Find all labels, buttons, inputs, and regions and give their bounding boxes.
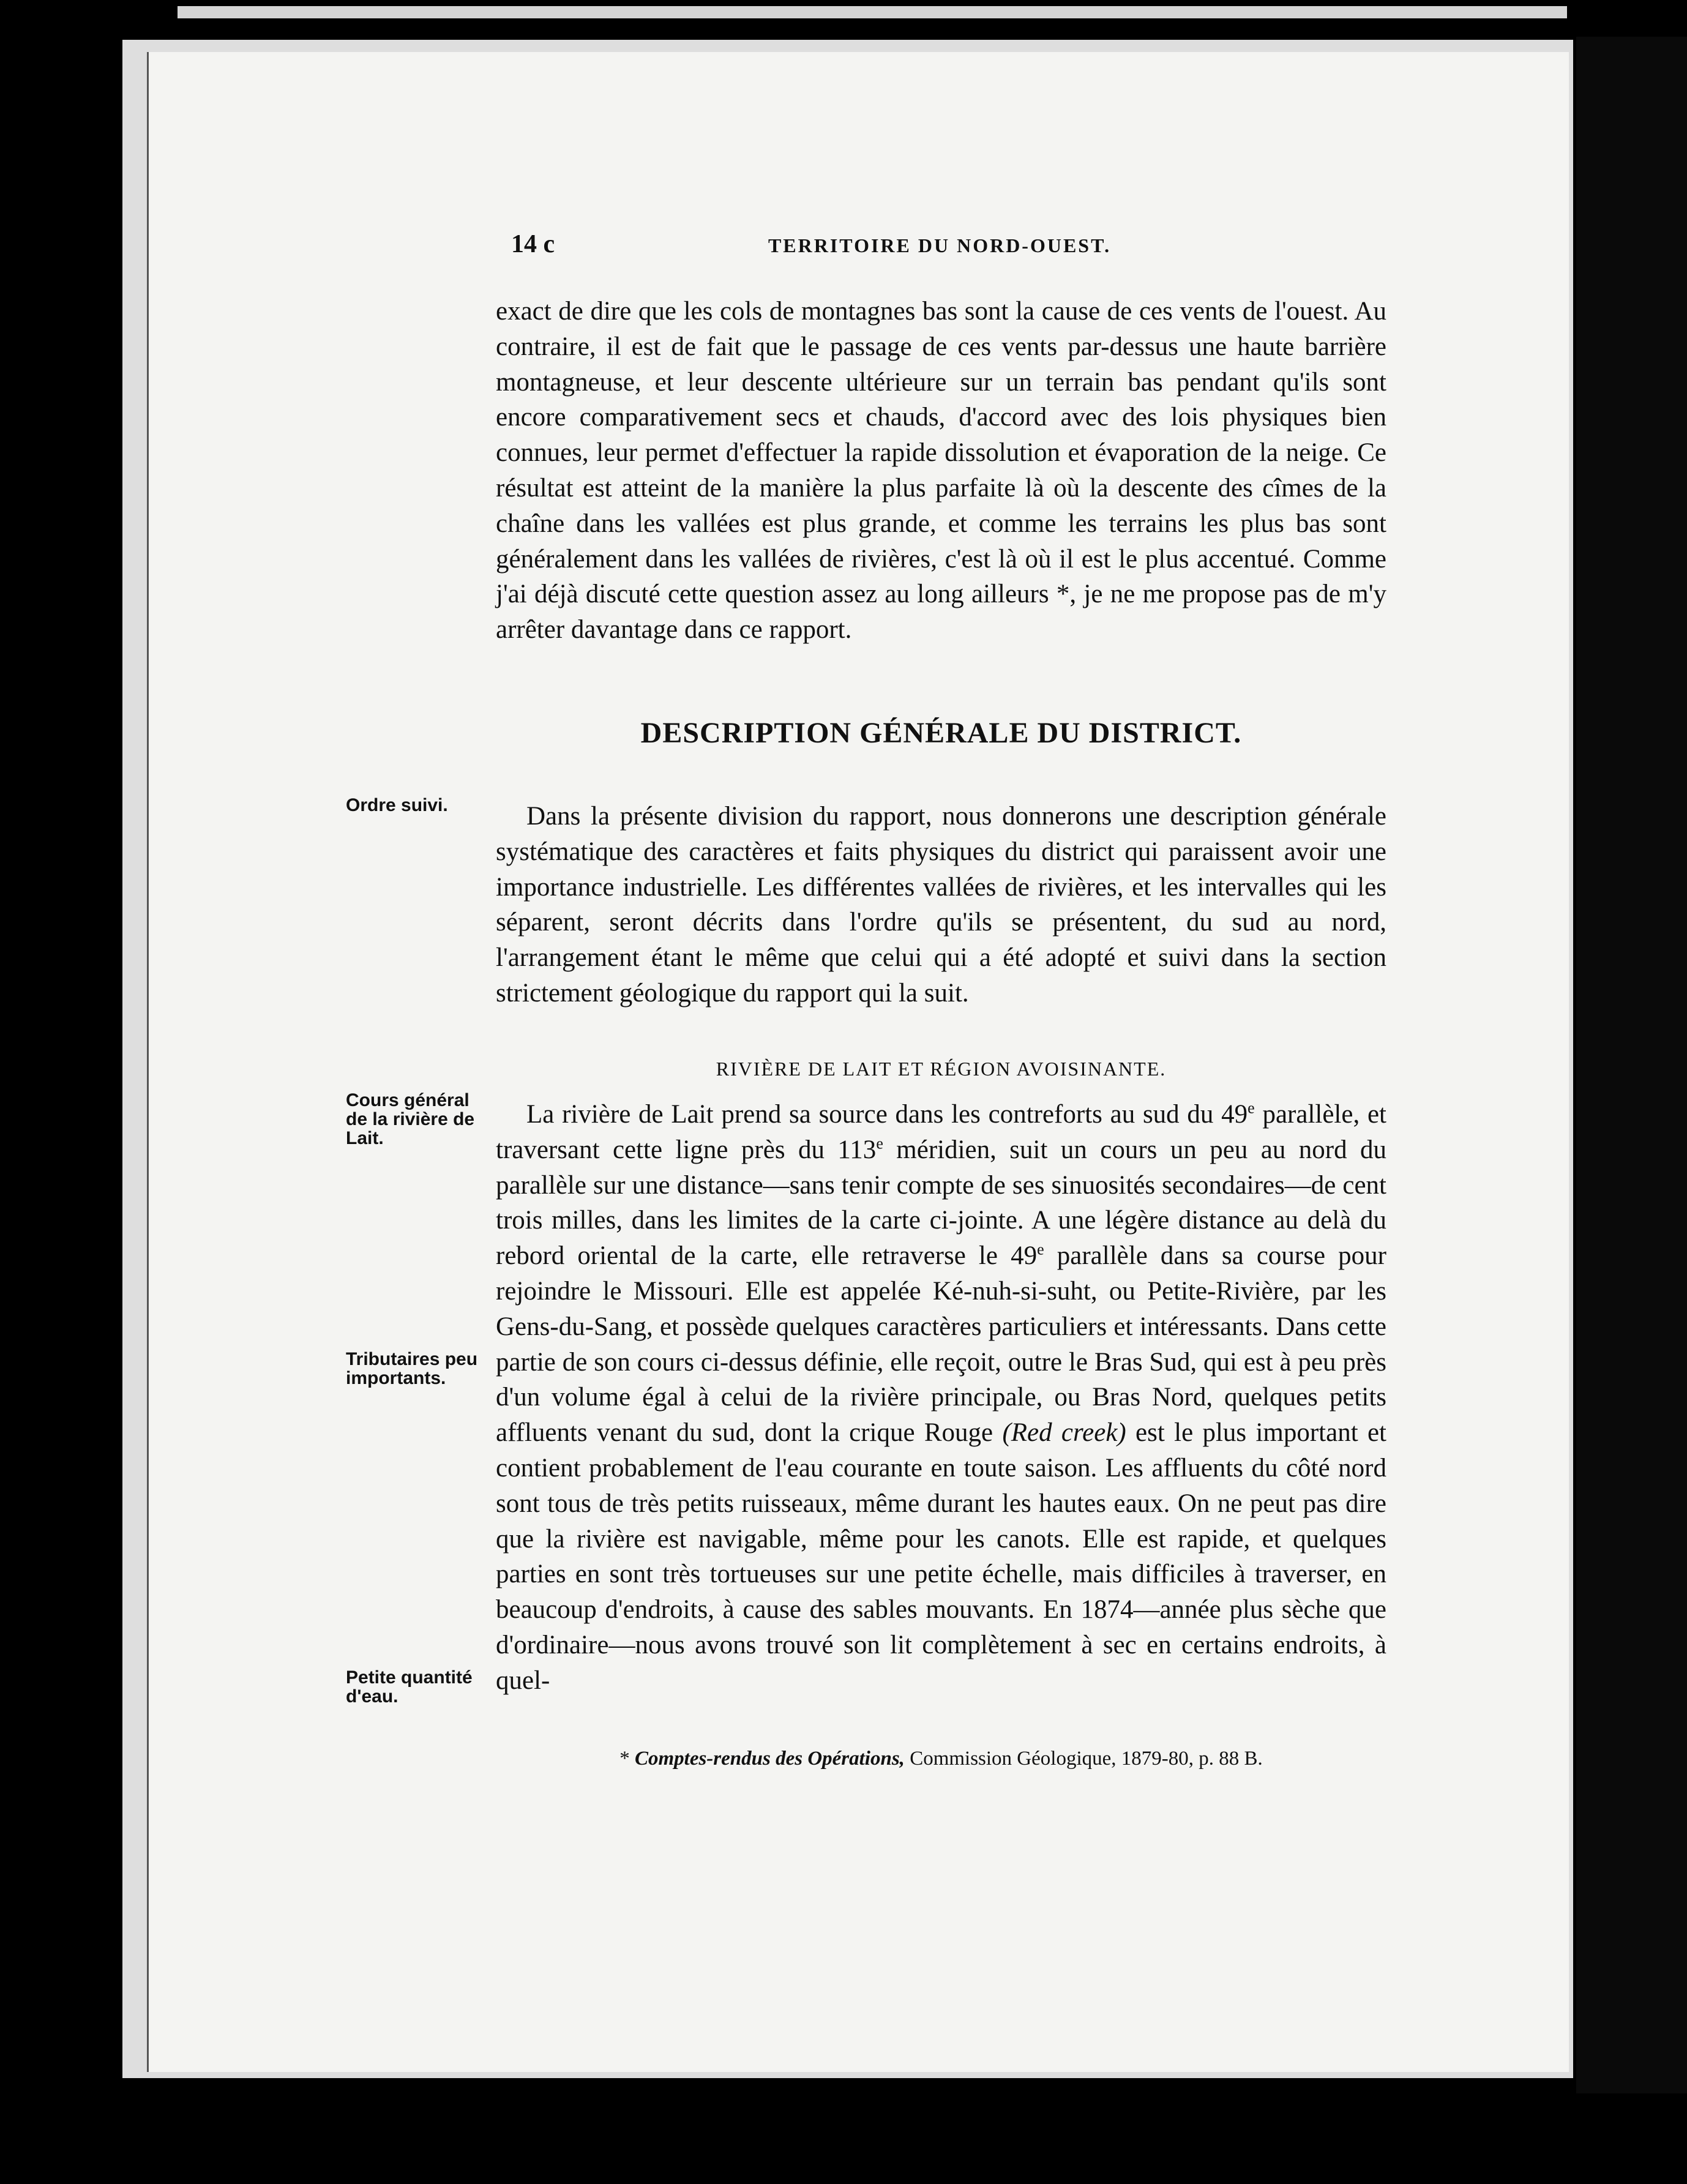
p3-text-e: est le plus important et contient probablement de l'eau courante en toute saison. Les affluents du côté nord sont tous de très petits ruisseaux, même durant les hautes eaux. On ne peut pas dire que la rivière est navigable, même pour les canots. Elle est rapide, et quelques parties en sont très tortueuses sur une petite échelle, mais difficiles à traverser, en beaucoup d'endroits, à cause des sables mouvants. En 1874—année plus sèche que d'ordinaire—nous avons trouvé son lit complètement à sec en certains endroits, à quel- — [496, 1418, 1386, 1695]
subsection-heading: RIVIÈRE DE LAIT ET RÉGION AVOISINANTE. — [716, 1058, 1167, 1080]
margin-note-order: Ordre suivi. — [346, 795, 448, 815]
microfilm-frame-top — [178, 6, 1567, 18]
section-heading: DESCRIPTION GÉNÉRALE DU DISTRICT. — [640, 717, 1242, 749]
page-number: 14 c — [511, 230, 555, 258]
paragraph-winds: exact de dire que les cols de montagnes bas sont la cause de ces vents de l'ouest. Au contraire, il est de fait que le passage de ces vents par-dessus une haute barrière montagneuse, et leur descente ultérieure sur un terrain bas pendant qu'ils sont encore comparativement secs et chauds, d'accord avec des lois physiques bien connues, leur permet d'effectuer la rapide dissolution et évaporation de la neige. Ce résultat est atteint de la manière la plus parfaite là où la descente des cîmes de la chaîne dans les vallées est plus grande, et comme les terrains les plus bas sont généralement dans les vallées de rivières, c'est là où il est le plus accentué. Comme j'ai déjà discuté cette question assez au long ailleurs *, je ne me propose pas de m'y arrêter davantage dans ce rapport. — [496, 297, 1386, 645]
p3-sup-2: e — [876, 1134, 883, 1153]
p3-sup-3: e — [1037, 1240, 1044, 1258]
p3-text-a: La rivière de Lait prend sa source dans les contreforts au sud du 49 — [526, 1100, 1248, 1129]
p3-text-b: parallèle, et traversant cette ligne près du 113 — [496, 1100, 1386, 1164]
paragraph-description: Dans la présente division du rapport, nous donnerons une description générale systématique des caractères et faits physiques du district qui paraissent avoir une importance industrielle. Les différentes vallées de rivières, et les intervalles qui les séparent, seront décrits dans l'ordre qu'ils se présentent, du sud au nord, l'arrangement étant le même que celui qui a été adopté et suivi dans la section strictement géologique du rapport qui la suit. — [496, 802, 1386, 1008]
footnote-rest: Commission Géologique, 1879-80, p. 88 B. — [910, 1748, 1263, 1770]
adjacent-page-edge — [1576, 37, 1687, 2093]
paragraph-milk-river — [496, 1097, 1386, 1699]
running-title: TERRITOIRE DU NORD-OUEST. — [768, 234, 1112, 256]
margin-note-water: Petite quantité d'eau. — [346, 1667, 473, 1707]
p3-italic-red-creek: (Red creek) — [1002, 1418, 1126, 1448]
running-header — [511, 230, 1368, 266]
footnote-marker: * — [619, 1748, 630, 1770]
margin-note-course: Cours général de la rivière de Lait. — [346, 1090, 475, 1148]
p3-text-c: méridien, suit un cours un peu au nord du parallèle sur une distance—sans tenir compte de ses sinuosités secondaires—de cent trois milles, dans les limites de la carte ci-jointe. A une légère distance au delà du rebord oriental de la carte, elle retraverse le 49 — [496, 1135, 1386, 1271]
footnote — [496, 1748, 1386, 1770]
p3-sup-1: e — [1247, 1099, 1255, 1117]
footnote-italic: Comptes-rendus des Opérations, — [634, 1748, 905, 1770]
margin-note-tributaries: Tributaires peu importants. — [346, 1349, 478, 1388]
p3-text-d: parallèle dans sa course pour rejoindre le Missouri. Elle est appelée Ké-nuh-si-suht, ou Petite-Rivière, par les Gens-du-Sang, et possède quelques caractères particuliers et intéressants. Dans cette partie de son cours ci-dessus définie, elle reçoit, outre le Bras Sud, qui est à peu près d'un volume égal à celui de la rivière principale, ou Bras Nord, quelques petits affluents venant du sud, dont la crique Rouge — [496, 1241, 1386, 1448]
